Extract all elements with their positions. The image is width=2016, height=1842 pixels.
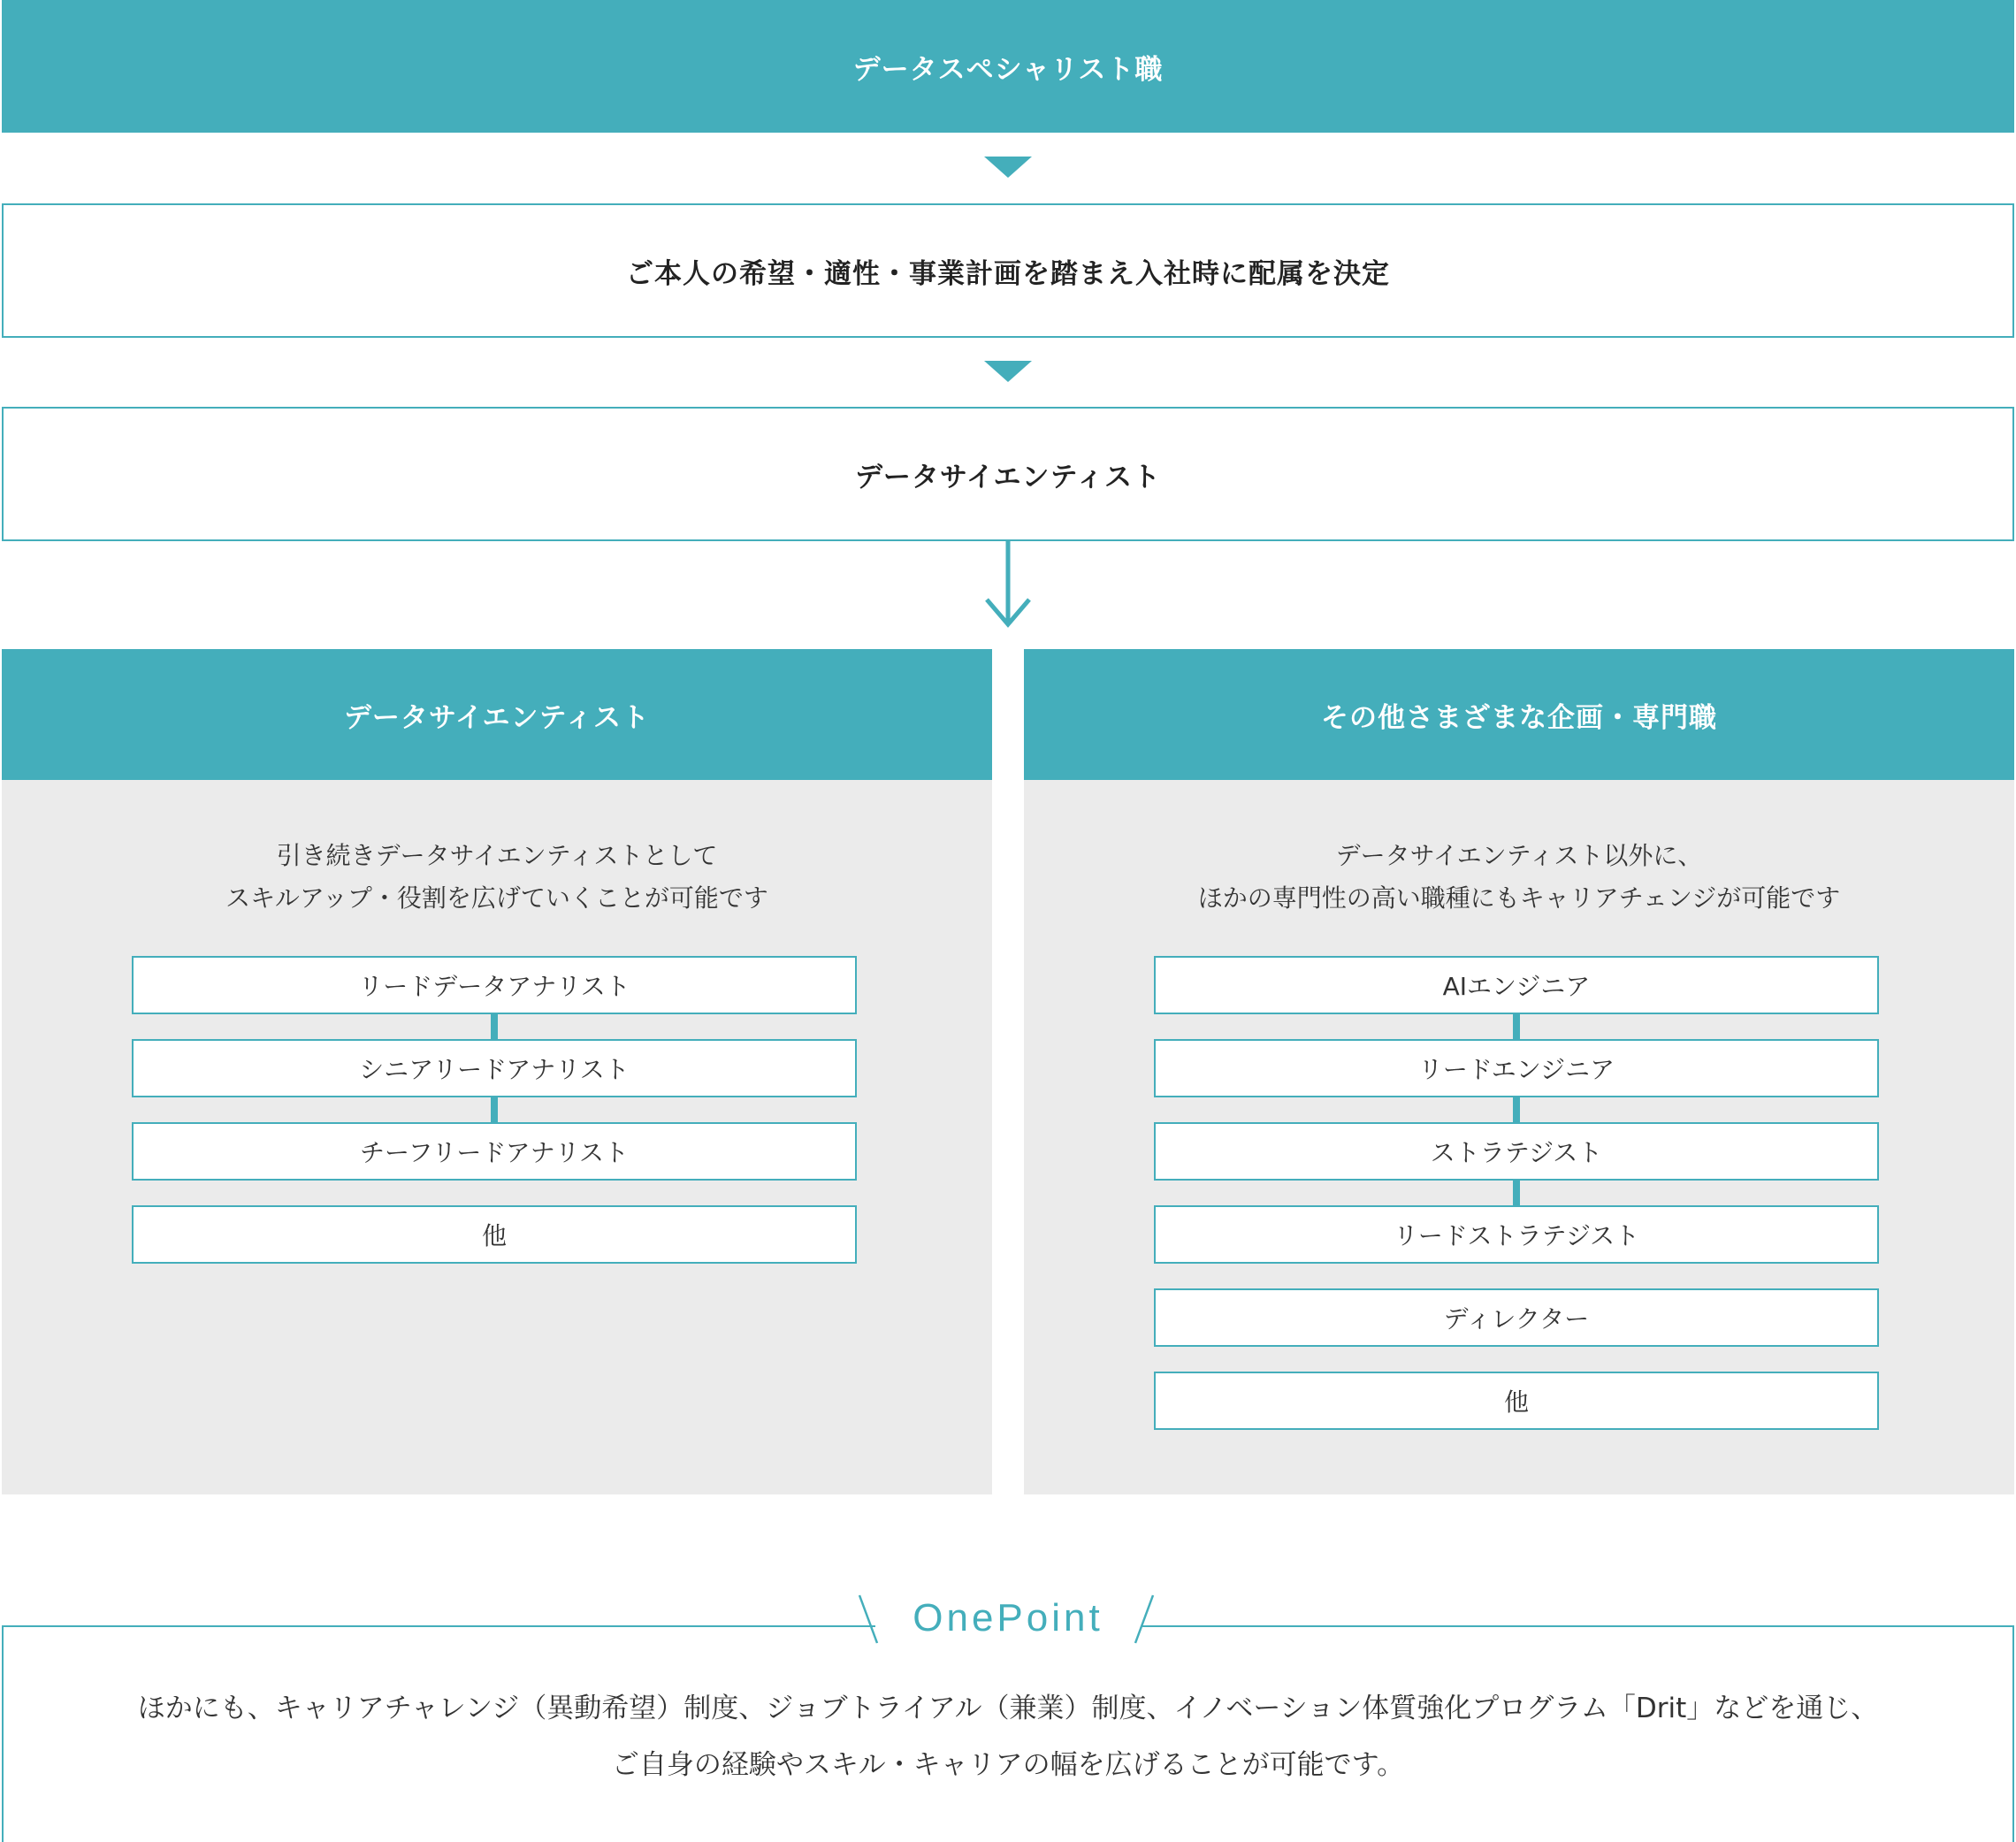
onepoint-text: [0, 1680, 2016, 1793]
role-box: [1154, 956, 1879, 1014]
role-box: [132, 1205, 857, 1264]
data-scientist-step-box: [2, 407, 2014, 541]
right-column-title: その他さまざまな企画・専門職: [1321, 701, 1717, 734]
role-connector: [491, 1097, 498, 1122]
role-label: 他: [481, 1221, 507, 1250]
role-label: ストラテジスト: [1430, 1138, 1603, 1167]
role-label: 他: [1503, 1387, 1529, 1417]
role-label: ディレクター: [1443, 1304, 1590, 1334]
role-label: リードデータアナリスト: [358, 972, 630, 1001]
assignment-step-box: [2, 203, 2014, 338]
top-banner: [2, 0, 2014, 133]
assignment-step-text: ご本人の希望・適性・事業計画を踏まえ入社時に配属を決定: [626, 257, 1390, 290]
role-label: シニアリードアナリスト: [359, 1055, 630, 1084]
role-box: [1154, 1122, 1879, 1181]
top-banner-title: データスペシャリスト職: [852, 53, 1164, 86]
role-connector: [1513, 1097, 1520, 1122]
onepoint-title: OnePoint: [913, 1596, 1103, 1639]
role-label: AIエンジニア: [1442, 972, 1591, 1001]
role-label: チーフリードアナリスト: [359, 1138, 630, 1167]
description-line: データサイエンティスト以外に、: [1335, 841, 1703, 870]
role-label: リードストラテジスト: [1393, 1221, 1640, 1250]
right-career-column: [1024, 649, 2014, 1494]
role-box: [1154, 1288, 1879, 1347]
role-connector: [491, 1014, 498, 1039]
left-column-header: [2, 649, 992, 780]
description-line: 引き続きデータサイエンティストとして: [276, 841, 718, 870]
right-column-description: [1024, 835, 2014, 920]
down-arrow-icon: [981, 541, 1035, 630]
role-box: [1154, 1039, 1879, 1097]
down-triangle-icon: [984, 361, 1032, 382]
right-column-header: [1024, 649, 2014, 780]
role-box: [1154, 1372, 1879, 1430]
left-column-description: [2, 835, 992, 920]
role-box: [1154, 1205, 1879, 1264]
role-label: リードエンジニア: [1417, 1055, 1615, 1084]
onepoint-line: ご自身の経験やスキル・キャリアの幅を広げることが可能です。: [611, 1749, 1405, 1781]
data-scientist-step-text: データサイエンティスト: [854, 461, 1162, 493]
role-connector: [1513, 1181, 1520, 1205]
left-career-column: [2, 649, 992, 1494]
onepoint-line: ほかにも、キャリアチャレンジ（異動希望）制度、ジョブトライアル（兼業）制度、イノベーション体質強化プログラム「Drit」などを通じ、: [137, 1693, 1879, 1724]
down-triangle-icon: [984, 157, 1032, 178]
role-box: [132, 1122, 857, 1181]
left-column-title: データサイエンティスト: [343, 701, 651, 734]
role-box: [132, 1039, 857, 1097]
description-line: ほかの専門性の高い職種にもキャリアチェンジが可能です: [1197, 883, 1841, 913]
description-line: スキルアップ・役割を広げていくことが可能です: [225, 883, 768, 913]
role-box: [132, 956, 857, 1014]
role-connector: [1513, 1014, 1520, 1039]
